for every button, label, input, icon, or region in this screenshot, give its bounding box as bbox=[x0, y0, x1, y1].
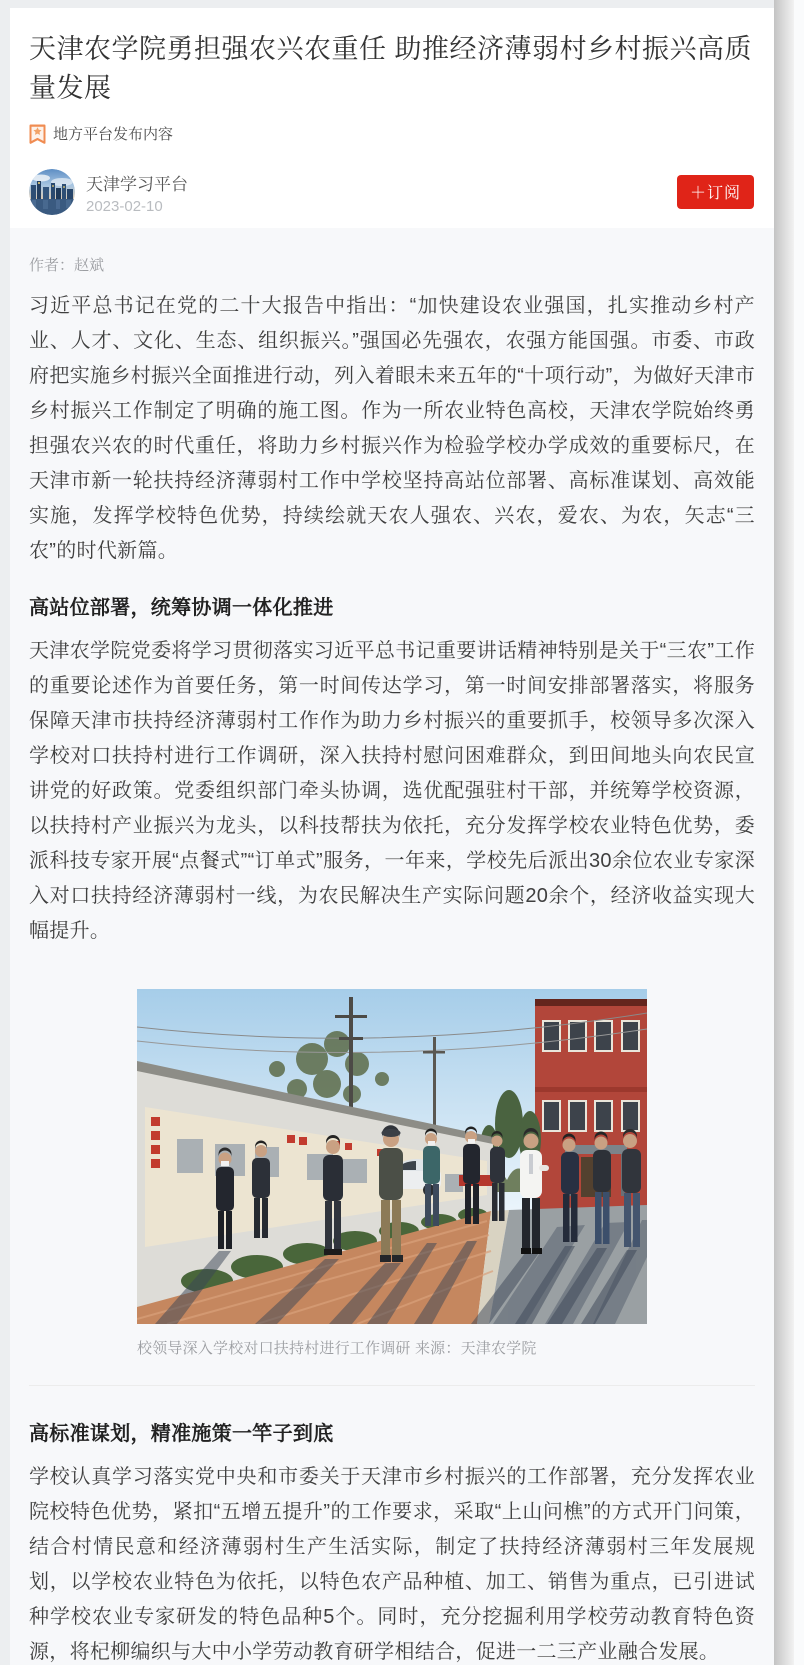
section-heading-2: 高标准谋划，精准施策一竿子到底 bbox=[29, 1423, 334, 1445]
section-heading-1: 高站位部署，统筹协调一体化推进 bbox=[29, 597, 334, 619]
scrollbar-thumb[interactable] bbox=[774, 0, 794, 1665]
article-photo-1[interactable] bbox=[137, 989, 647, 1358]
publisher-meta bbox=[86, 170, 677, 215]
publisher-name[interactable]: 天津学习平台 bbox=[86, 174, 188, 194]
author-line: 作者：赵斌 bbox=[29, 257, 105, 274]
article-card bbox=[10, 8, 774, 1665]
content-tag bbox=[29, 123, 755, 144]
scrollbar-track bbox=[794, 0, 804, 1665]
paragraph-1: 习近平总书记在党的二十大报告中指出：“加快建设农业强国，扎实推动乡村产业、人才、文化、生态、组织振兴。”强国必先强农，农强方能国强。市委、市政府把实施乡村振兴全面推进行动，列入着眼未来五年的“十项行动”，为做好天津市乡村振兴工作制定了明确的施工图。作为一所农业特色高校，天津农学院始终勇担强农兴农的时代重任，将助力乡村振兴作为检验学校办学成效的重要标尺，在天津市新一轮扶持经济薄弱村工作中学校坚持高站位部署、高标准谋划、高效能实施，发挥学校特色优势，持续绘就天农人强农、兴农，爱农、为农，矢志“三农”的时代新篇。 bbox=[29, 295, 755, 562]
article-header bbox=[10, 8, 774, 228]
ribbon-badge-icon bbox=[29, 123, 46, 144]
subscribe-button[interactable]: ＋订阅 bbox=[677, 175, 754, 209]
publisher-avatar[interactable] bbox=[29, 169, 75, 215]
article-body bbox=[10, 228, 774, 1665]
content-tag-label: 地方平台发布内容 bbox=[53, 126, 174, 143]
paragraph-3: 学校认真学习落实党中央和市委关于天津市乡村振兴的工作部署，充分发挥农业院校特色优势，紧扣“五增五提升”的工作要求，采取“上山问樵”的方式开门问策，结合村情民意和经济薄弱村生产生活实际，制定了扶持经济薄弱村三年发展规划，以学校农业特色为依托，以特色农产品种植、加工、销售为重点，已引进试种学校农业专家研发的特色品种5个。同时，充分挖掘利用学校劳动教育特色资源，将杞柳编织与大中小学劳动教育研学相结合，促进一二三产业融合发展。 bbox=[29, 1466, 755, 1663]
page-title: 天津农学院勇担强农兴农重任 助推经济薄弱村乡村振兴高质量发展 bbox=[29, 34, 753, 103]
photo-1-caption: 校领导深入学校对口扶持村进行工作调研 来源：天津农学院 bbox=[137, 1340, 537, 1357]
publish-date: 2023-02-10 bbox=[86, 197, 163, 215]
section-divider bbox=[29, 1385, 755, 1386]
publisher-row bbox=[29, 169, 755, 228]
paragraph-2: 天津农学院党委将学习贯彻落实习近平总书记重要讲话精神特别是关于“三农”工作的重要论述作为首要任务，第一时间传达学习，第一时间安排部署落实，将服务保障天津市扶持经济薄弱村工作作为助力乡村振兴的重要抓手，校领导多次深入学校对口扶持村进行工作调研，深入扶持村慰问困难群众，到田间地头向农民宣讲党的好政策。党委组织部门牵头协调，选优配强驻村干部，并统筹学校资源，以扶持村产业振兴为龙头，以科技帮扶为依托，充分发挥学校农业特色优势，委派科技专家开展“点餐式”“订单式”服务，一年来，学校先后派出30余位农业专家深入对口扶持经济薄弱村一线，为农民解决生产实际问题20余个，经济收益实现大幅提升。 bbox=[29, 640, 755, 942]
